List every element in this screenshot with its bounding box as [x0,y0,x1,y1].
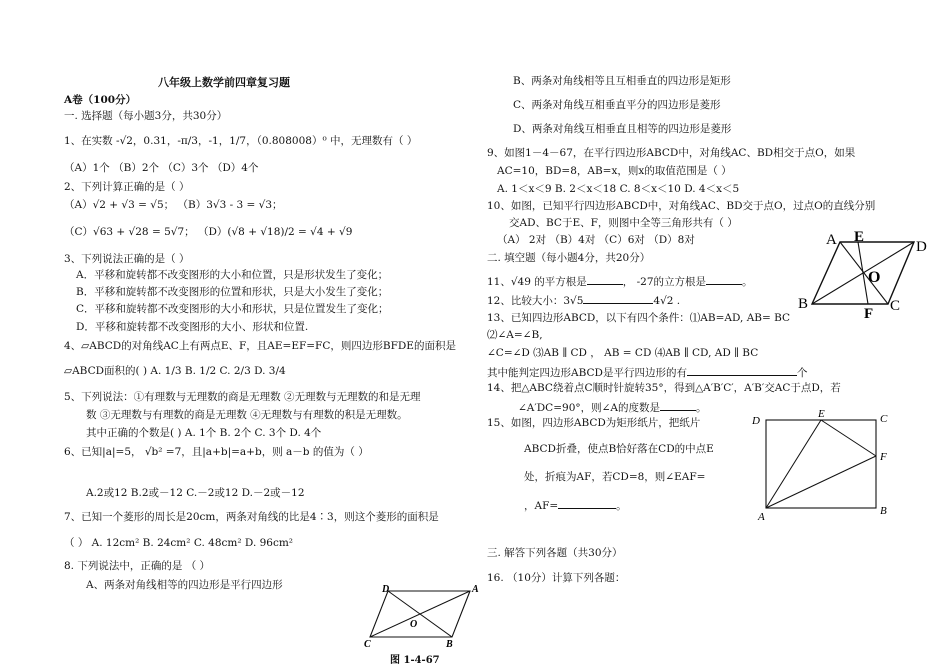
figure-1-4-67 [360,583,490,661]
question-9: 9、如图1－4－67，在平行四边形ABCD中，对角线AC、BD相交于点O，如果 [487,147,856,159]
question-13-line-2: ⑵∠A=∠B, [487,329,543,341]
figure-caption: 图 1-4-67 [390,655,440,666]
question-4: 4、▱ABCD的对角线AC上有两点E、F，且AE=EF=FC，则四边形BFDE的面积是 [64,340,456,352]
question-12 [487,292,680,308]
question-9-line-2: AC=10，BD=8，AB=x，则x的取值范围是（ ） [497,165,732,177]
question-4-options: ▱ABCD面积的( ) A. 1/3 B. 1/2 C. 2/3 D. 3/4 [64,365,286,377]
question-8-option-c: C、两条对角线互相垂直平分的四边形是菱形 [513,99,721,111]
page-title: 八年级上数学前四章复习题 [158,76,290,89]
question-11-mid: ， -27的立方根是 [622,276,706,288]
question-13-end: 个 [796,367,808,379]
question-13: 13、已知四边形ABCD，以下有四个条件：⑴AB=AD, AB= BC [487,312,791,324]
fig-label-d: D [382,584,390,595]
question-15-end: 。 [616,500,627,512]
fig-label-a: A [472,584,479,595]
question-2-options-cd: （C）√63 + √28 = 5√7； （D）(√8 + √18)/2 = √4 + √9 [64,226,353,238]
question-13-line-4 [487,364,807,380]
question-7-options: （ ） A. 12cm² B. 24cm² C. 48cm² D. 96cm² [64,537,294,549]
fig-label-c: C [364,639,371,650]
question-9-options: A. 1＜x＜9 B. 2＜x＜18 C. 8＜x＜10 D. 4＜x＜5 [497,183,740,195]
fig10-label-d: D [916,239,927,255]
question-11-blank-1[interactable] [587,273,623,285]
question-14-line-2 [518,399,707,415]
question-8-option-b: B、两条对角线相等且互相垂直的四边形是矩形 [513,75,731,87]
question-14-end: 。 [696,402,707,414]
segment-ef [821,420,876,456]
question-11 [487,273,753,289]
question-12-end: 4√2 . [653,295,681,307]
part1-heading: 一. 选择题（每小题3分，共30分） [64,110,228,122]
question-3: 3、下列说法正确的是（ ） [64,253,190,265]
question-15-figure [748,408,898,524]
question-2: 2、下列计算正确的是（ ） [64,181,190,193]
question-13-line-3: ∠C=∠D ⑶AB ∥ CD ， AB = CD ⑷AB ∥ CD, AD ∥ BC [487,347,759,359]
question-10: 10、如图，已知平行四边形ABCD中，对角线AC、BD交于点O，过点O的直线分别 [487,200,876,212]
question-15-line-4 [524,497,627,513]
question-3-option-b: B．平移和旋转都不改变图形的位置和形状，只是大小发生了变化； [76,286,389,298]
fig15-label-a: A [758,511,765,523]
question-15-line-3: 处，折痕为AF，若CD=8，则∠EAF= [524,471,706,483]
question-6: 6、已知|a|=5， √b² =7，且|a+b|=a+b，则 a－b 的值为（ ） [64,446,369,458]
part2-heading: 二. 填空题（每小题4分，共20分） [487,252,651,264]
fig15-label-b: B [880,505,887,517]
line-ef [858,242,868,304]
question-5-line-3: 其中正确的个数是( ) A. 1个 B. 2个 C. 3个 D. 4个 [86,427,322,439]
question-15-blank[interactable] [558,497,616,509]
fig-label-b: B [446,639,453,650]
question-8: 8. 下列说法中，正确的是 （ ） [64,560,211,572]
question-8-option-d: D、两条对角线互相垂直且相等的四边形是菱形 [513,123,732,135]
question-14-text: ∠A′DC=90°，则∠A的度数是 [518,402,661,414]
fig10-label-f: F [864,306,874,320]
question-13-blank[interactable] [687,364,797,376]
question-13-text: 其中能判定四边形ABCD是平行四边形的有 [487,367,687,379]
question-10-options: （A） 2对 （B）4对 （C）6对 （D）8对 [497,234,695,246]
question-10-figure [792,228,932,320]
fig15-label-d: D [752,415,760,427]
fig10-label-c: C [890,298,901,314]
fig15-label-f: F [880,451,887,463]
question-11-text: 11、√49 的平方根是 [487,276,587,288]
question-3-option-d: D．平移和旋转都不改变图形的大小、形状和位置. [76,321,309,333]
fig10-label-b: B [798,296,809,312]
question-3-option-a: A．平移和旋转都不改变图形的大小和位置，只是形状发生了变化； [76,269,389,281]
part3-heading: 三. 解答下列各题（共30分） [487,547,623,559]
fig15-label-e: E [818,408,825,420]
question-10-line-2: 交AD、BC于E、F，则图中全等三角形共有（ ） [509,217,738,229]
fig10-label-o: O [868,269,881,286]
question-2-options-ab: （A）√2 + √3 = √5； （B）3√3 - 3 = √3； [64,199,283,211]
question-3-option-c: C．平移和旋转都不改变图形的大小和形状，只是位置发生了变化； [76,303,389,315]
question-15: 15、如图，四边形ABCD为矩形纸片，把纸片 [487,417,701,429]
question-8-option-a: A、两条对角线相等的四边形是平行四边形 [86,579,283,591]
question-1: 1、在实数 -√2，0.31，-π/3，-1，1/7，（0.808008）⁰ 中，无理数有（ ） [64,135,418,147]
question-5-line-2: 数 ③无理数与有理数的商是无理数 ④无理数与有理数的积是无理数。 [86,409,408,421]
fig10-label-a: A [826,232,837,248]
question-12-blank[interactable] [583,292,653,304]
question-11-blank-2[interactable] [706,273,742,285]
question-14: 14、把△ABC绕着点C顺时针旋转35°，得到△A′B′C′，A′B′交AC于点D，若 [487,382,841,394]
question-11-end: 。 [742,276,753,288]
question-1-options: （A）1个 （B）2个 （C）3个 （D）4个 [64,162,259,174]
question-7: 7、已知一个菱形的周长是20cm，两条对角线的比是4∶3，则这个菱形的面积是 [64,511,439,523]
question-5: 5、下列说法：①有理数与无理数的商是无理数 ②无理数与无理数的和是无理 [64,391,421,403]
fig10-label-e: E [854,229,865,245]
question-16: 16. （10分）计算下列各题： [487,572,626,584]
question-6-options: A.2或12 B.2或－12 C.－2或12 D.－2或－12 [86,487,305,499]
question-15-text: ，AF= [524,500,559,512]
section-a-heading: A卷（100分） [64,94,137,106]
question-14-blank[interactable] [660,399,696,411]
fig15-label-c: C [880,413,888,425]
question-12-text: 12、比较大小：3√5 [487,295,584,307]
question-15-line-2: ABCD折叠，使点B恰好落在CD的中点E [524,443,714,455]
fig-label-o: O [410,619,418,630]
